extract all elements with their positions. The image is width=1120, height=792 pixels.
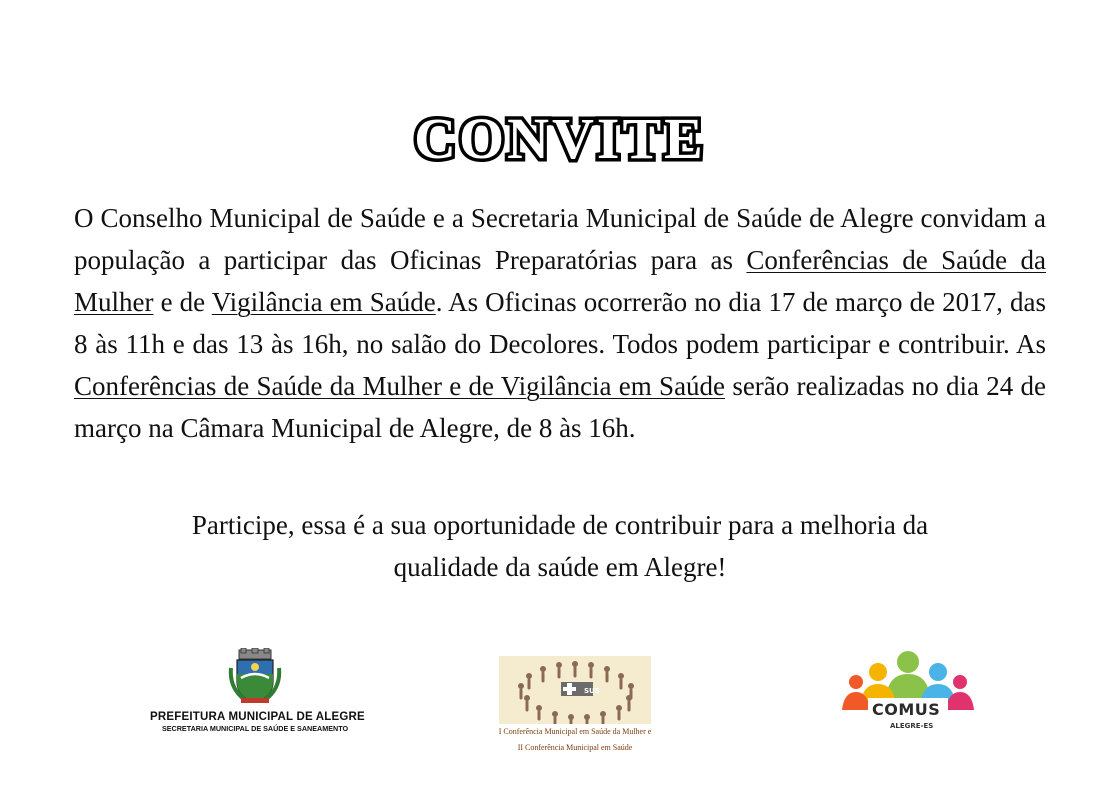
sus-label: SUS xyxy=(584,687,600,695)
prefeitura-name: PREFEITURA MUNICIPAL DE ALEGRE xyxy=(150,711,365,723)
link-conferencias-combined: Conferências de Saúde da Mulher e de Vigilância em Saúde xyxy=(74,371,726,401)
body-text-3: . As Oficinas ocorrerão no dia 17 de março de 2017, das 8 às 11h e das 13 às 16h, no salão do Decolores. Todos podem participar e contribuir. As xyxy=(74,287,1046,359)
comus-logo xyxy=(838,648,978,738)
people-circle-icon xyxy=(499,656,651,724)
body-text-1: O Conselho Municipal de Saúde e a Secretaria Municipal de Saúde de Alegre convidam a população a participar das Oficinas Preparatórias para as xyxy=(74,203,1046,275)
prefeitura-logo xyxy=(150,648,365,733)
conference-caption-1: I Conferência Municipal em Saúde da Mulher e xyxy=(498,727,652,736)
conference-logo xyxy=(470,656,680,756)
body-text-2: e de xyxy=(153,287,212,317)
comus-name: COMUS xyxy=(872,700,941,719)
prefeitura-subtitle: SECRETARIA MUNICIPAL DE SAÚDE E SANEAMENTO xyxy=(161,724,349,733)
body-text-4: serão realizadas no dia 24 de março na Câmara Municipal de Alegre, de 8 às 16h. xyxy=(74,371,1046,443)
closing-line-1: Participe, essa é a sua oportunidade de contribuir para a melhoria da xyxy=(191,510,929,540)
coat-of-arms-icon xyxy=(227,648,283,704)
link-conferencias-mulher: Conferências de Saúde da Mulher xyxy=(74,245,1046,317)
invitation-body xyxy=(74,197,1046,449)
link-vigilancia: Vigilância em Saúde xyxy=(211,287,436,317)
page-title: CONVITE xyxy=(414,106,706,171)
comus-subtitle: ALEGRE-ES xyxy=(890,722,934,730)
conference-caption-2: II Conferência Municipal em Saúde xyxy=(517,743,633,752)
closing-message xyxy=(110,504,1010,588)
closing-line-2: qualidade da saúde em Alegre! xyxy=(393,552,727,582)
